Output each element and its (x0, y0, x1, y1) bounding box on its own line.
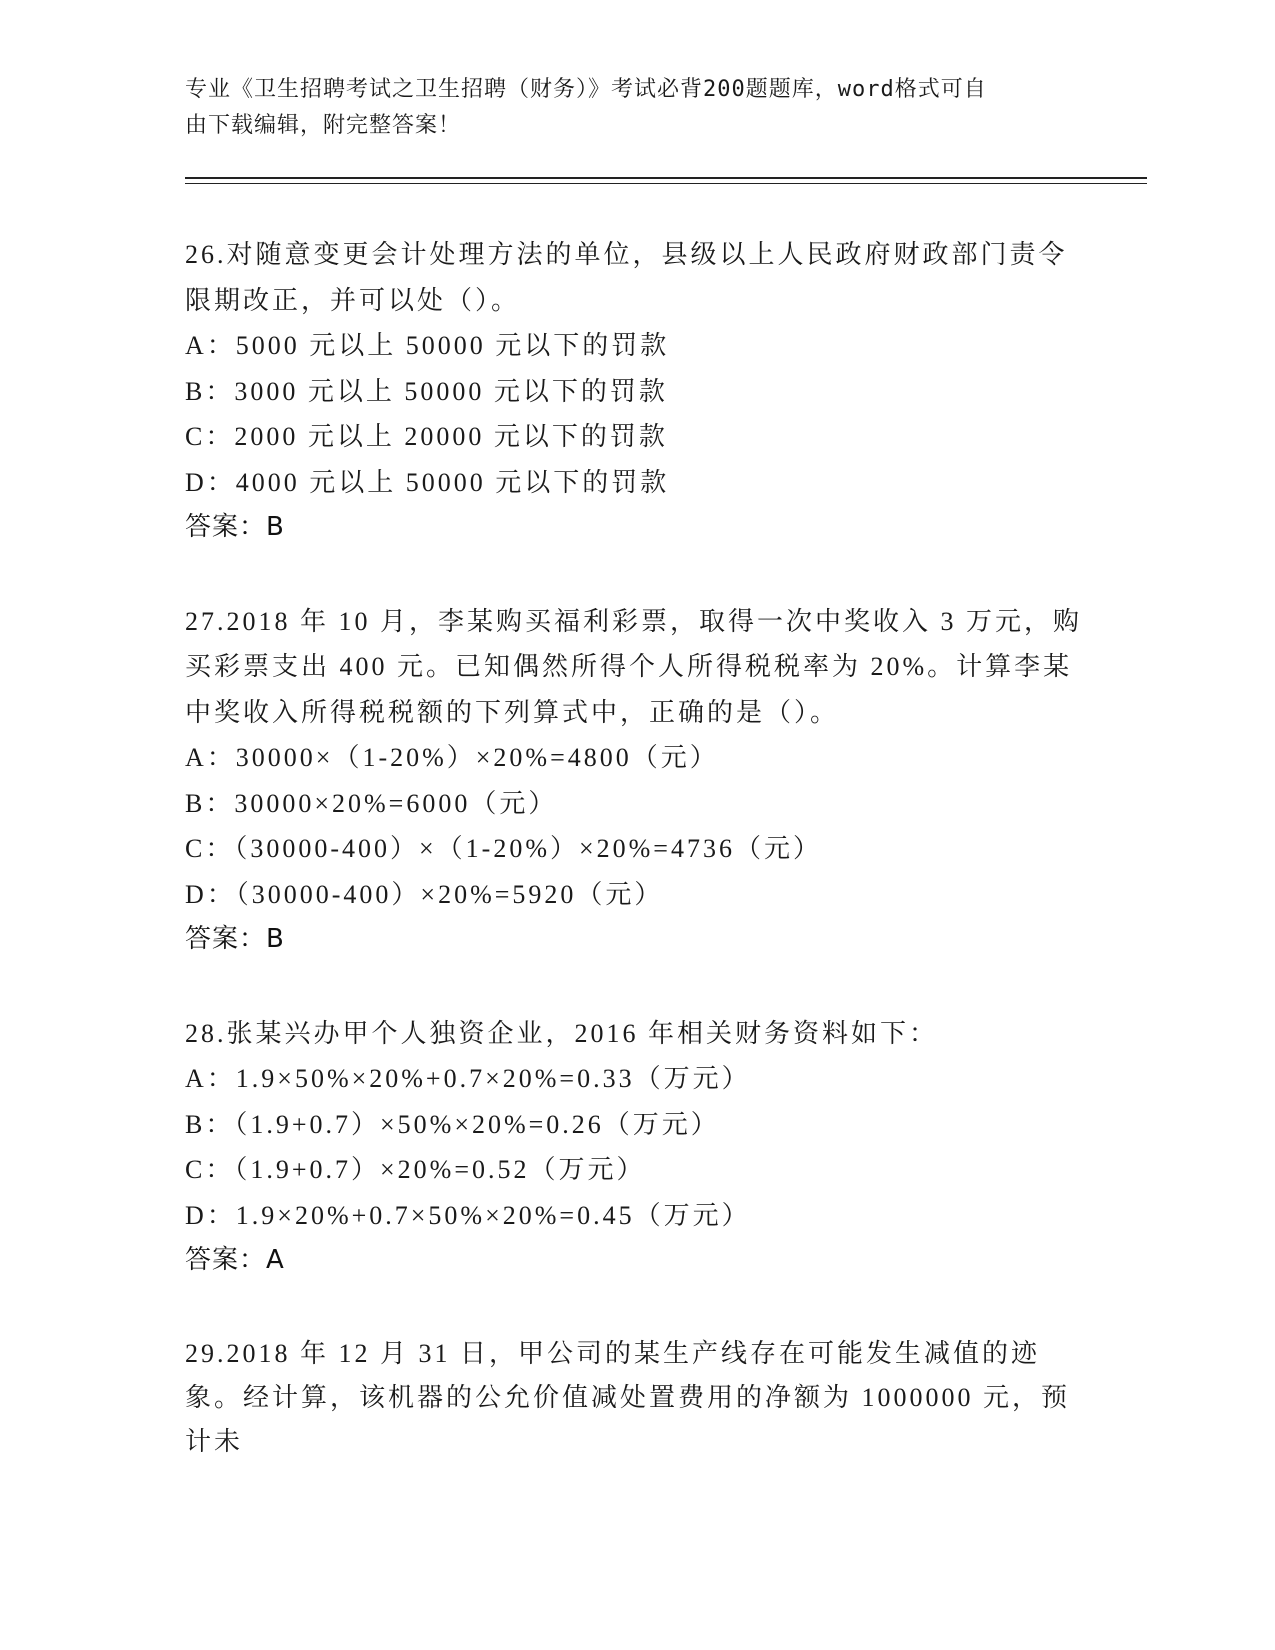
question-stem: 26.对随意变更会计处理方法的单位，县级以上人民政府财政部门责令限期改正，并可以处（）。 (185, 240, 1068, 315)
option-a: A：30000×（1-20%）×20%=4800（元） (185, 743, 719, 772)
option-b: B：（1.9+0.7）×50%×20%=0.26（万元） (185, 1109, 720, 1139)
header-title-line-1: 专业《卫生招聘考试之卫生招聘（财务）》考试必背200题题库，word格式可自 (185, 77, 987, 102)
question-stem: 27.2018 年 10 月，李某购买福利彩票，取得一次中奖收入 3 万元，购买彩票支出 400 元。已知偶然所得个人所得税税率为 20%。计算李某中奖收入所得税税额的下列算式中，正确的是（）。 (185, 606, 1083, 727)
document-header (185, 72, 1085, 144)
question-29 (185, 1332, 1085, 1464)
option-a: A：1.9×50%×20%+0.7×20%=0.33（万元） (185, 1064, 751, 1093)
question-stem: 29.2018 年 12 月 31 日，甲公司的某生产线存在可能发生减值的迹象。经计算，该机器的公允价值减处置费用的净额为 1000000 元，预计未 (185, 1338, 1071, 1456)
answer: 答案：B (185, 924, 285, 954)
question-26 (185, 232, 1085, 551)
option-d: D：1.9×20%+0.7×50%×20%=0.45（万元） (185, 1200, 751, 1230)
question-stem: 28.张某兴办甲个人独资企业，2016 年相关财务资料如下： (185, 1018, 939, 1048)
header-divider-thin (185, 183, 1147, 184)
option-a: A：5000 元以上 50000 元以下的罚款 (185, 331, 670, 360)
option-c: C：（30000-400）×（1-20%）×20%=4736（元） (185, 834, 822, 863)
option-d: D：（30000-400）×20%=5920（元） (185, 879, 664, 909)
option-b: B：3000 元以上 50000 元以下的罚款 (185, 376, 668, 406)
question-27 (185, 599, 1085, 963)
question-list (185, 232, 1085, 1512)
option-b: B：30000×20%=6000（元） (185, 788, 558, 818)
option-d: D：4000 元以上 50000 元以下的罚款 (185, 467, 670, 497)
question-28 (185, 1011, 1085, 1284)
option-c: C：（1.9+0.7）×20%=0.52（万元） (185, 1155, 646, 1184)
answer: 答案：B (185, 512, 285, 542)
header-divider-thick (185, 177, 1147, 179)
answer: 答案：A (185, 1245, 285, 1275)
option-c: C：2000 元以上 20000 元以下的罚款 (185, 422, 668, 451)
header-title-line-2: 由下载编辑，附完整答案！ (185, 113, 462, 138)
